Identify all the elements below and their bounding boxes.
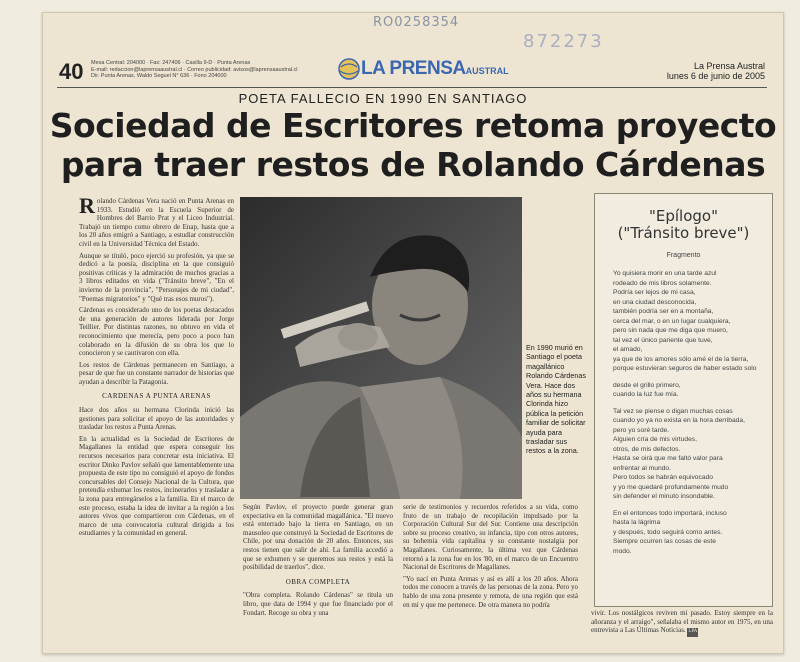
poem-line: enfrentar al mundo. [613,464,671,472]
contact-line-2: E-mail: redaccion@laprensaaustral.cl · Correo publicidad: avisos@laprensaaustral.cl [91,66,298,73]
header-rule [57,87,767,88]
col1-paragraph-6: En la actualidad es la Sociedad de Escritores de Magallanes la entidad que espera conseguir los recursos necesarios para concretar esta iniciativa. El escritor Dinko Pavlov señaló que lamentablemente una propuesta de este tipo no consiguió el apoyo de fondos concursables del Consejo Nacional de la Cultura, que pretendía exhumar los restos, incinerarlos y trasladar a la zona para entregárselos a la familia. En el marco de este proceso, estaba la idea de invitar a la región a los autores vivos que compartieron con Cárdenas, en el marco de una convocatoria cultural dirigida a los estudiantes y la comunidad en general. [79,434,234,538]
poem-line: tal vez el único pariente que tuve, [613,336,713,344]
poem-title-line-2: ("Tránsito breve") [617,224,750,242]
poem-line: en una ciudad desconocida, [613,298,697,306]
poem-sidebar [594,193,773,607]
col1-paragraph-3: Cárdenas es considerado uno de los poetas destacados de una generación de autores liderada por Jorge Teillier. Por distintas razones, no obtuvo en vida el reconocimiento que merecía, pero poco a poco han colaborado en la difusión de su obra los que lo conocieron y se cautivaron con ella. [79,306,234,358]
article-column-2 [243,503,393,643]
paper-name: La Prensa Austral [693,61,765,71]
dropcap: R [79,197,95,218]
poem-line: porque estuvieran seguros de haber estado solo [613,365,757,372]
page-number: 40 [59,59,84,84]
poem-line: hasta la lágrima [613,519,661,526]
poem-line: también podría ser en a montaña, [613,308,714,315]
dateline [593,61,765,81]
source-badge: LPA [687,628,698,637]
poem-line: y yo me quedaré profundamente mudo [613,483,729,491]
col2-paragraph-1: Según Pavlov, el proyecto puede generar gran expectativa en la comunidad magallánica. "El nuevo está enterrado bajo la tierra en Santiago, en un mausoleo que construyó la Sociedad de Escritores de Chile, por una donación de 20 años. Entonces, sus restos tienen que salir de ahí. La familia accedió a que se exhumen y se queremos sus restos y está la posibilidad de traerlos", dice. [243,503,393,572]
poem-line: Alguien cría de mis virtudes, [613,436,698,443]
headline-line-2: para traer restos de Rolando Cárdenas [60,145,766,184]
kicker: POETA FALLECIO EN 1990 EN SANTIAGO [238,91,528,106]
archive-code: RO0258354 [373,15,460,30]
poem-line: ya que de los amores sólo amé el de la tierra, [613,355,749,363]
newspaper-logo [337,54,509,84]
poem-line: cuando la luz fue mía. [613,391,679,398]
photo-caption: En 1990 murió en Santiago el poeta magallánico Rolando Cárdenas Vera. Hace dos años su hermana Clorinda hizo pública la petición familiar de solicitar ayuda para trasladar sus restos a la zona. [526,343,586,456]
poet-photo [240,197,522,499]
subhead-cardenas: CARDENAS A PUNTA ARENAS [102,392,211,401]
poem-subtitle: Fragmento [666,252,701,259]
col2-paragraph-2: "Obra completa. Rolando Cárdenas" se titula un libro, que data de 1994 y que fue financiado por el Fondart. Recoge su obra y una [243,591,393,617]
globe-icon [337,57,361,81]
contact-info [91,60,321,80]
col1-paragraph-5: Hace dos años su hermana Clorinda inició las gestiones para solicitar el apoyo de las autoridades y trasladar los restos a Punta Arenas. [79,406,234,432]
issue-date: lunes 6 de junio de 2005 [666,71,765,81]
col3-paragraph-2: "Yo nací en Punta Arenas y así es allí a los 20 años. Ahora todos me conocen a través de las personas de la zona. Pero yo hablo de una zona presente y remota, de una región que está en mí y que me pertenece. De otra manera no podría [403,574,578,609]
poem-line: pero yo soré tarde. [613,426,670,434]
poem-line: el amado, [613,346,643,353]
article-column-3 [403,503,578,643]
contact-line-1: Mesa Central: 204000 · Fax: 247406 · Casilla 9-D · Punta Arenas [91,60,251,66]
article-column-1 [79,197,234,645]
poem-line: pero sin nada que me diga que muero, [613,327,728,334]
poem-line: y después, todo seguirá como antes. [613,528,723,536]
archive-number: 872273 [523,31,604,52]
poem-line: cuando yo ya no exista en la hora derribada, [613,417,745,424]
poem-line: Tal vez se piense o digan muchas cosas [613,407,733,415]
article-column-4 [591,609,773,647]
poem-title-line-1: "Epílogo" [648,207,718,225]
col4-paragraph-1: vivir. Los nostálgicos reviven mi pasado. Estoy siempre en la añoranza y el arraigo", señalaba el mismo autor en 1975, en una entrevista a Las Últimas Noticias. [591,609,773,635]
poem-text [595,269,772,556]
contact-line-3: Dir. Punta Arenas, Waldo Seguel N° 636 · Fono 204000 [91,73,227,79]
poem-line: Hasta se oirá que me faltó valor para [613,455,723,462]
col3-paragraph-1: serie de testimonios y recuerdos referidos a su vida, como fruto de un trabajo de recopilación impulsado por la Corporación Cultural Sur del Sur. Contiene una descripción sobre su proceso creativo, su infancia, tipo con otros autores, su bohemia vida capitalina y su constante nostalgia por Magallanes. Curiosamente, la última vez que Cárdenas retornó a la zona fue en los '80, en el marco de un Encuentro Nacional de Escritores de Magallanes. [403,503,578,572]
subhead-obra-completa: OBRA COMPLETA [285,577,351,586]
poem-line: En el entonces todo importará, incluso [613,509,727,517]
headline-line-1: Sociedad de Escritores retoma proyecto [49,106,777,145]
poem-line: Siempre ocurren las cosas de este [613,538,716,545]
poem-line: modo. [613,547,632,555]
poem-line: desde el grillo primero, [613,381,681,389]
poem-line: Pero todos se habrán equivocado [613,474,714,481]
portrait-image [240,197,522,499]
poem-line: rodeado de mis libros solamente. [613,279,712,287]
newspaper-clipping [42,12,784,654]
poem-line: otros, de mis defectos. [613,445,681,453]
poem-line: sin defender el minuto insondable. [613,493,715,500]
poem-line: cerca del mar, o en un lugar cualquiera, [613,317,731,325]
poem-line: Podría ser lejos de mi casa, [613,289,696,296]
logo-main-text: LA PRENSA [361,58,466,79]
poem-line: Yo quisiera morir en una tarde azul [613,270,717,277]
col1-paragraph-2: Aunque se tituló, poco ejerció su profesión, ya que se dedicó a la poesía, disciplina en la que consiguió positivas críticas y la admiración de muchos gracias a 3 libros editados en vida ("Tránsito breve", "En el invierno de la provincia", "Personajes de mi ciudad", "Poemas migratorios" y "Qué tras esos muros"). [79,251,234,303]
col1-paragraph-4: Los restos de Cárdenas permanecen en Santiago, a pesar de que fue un constante narrador de historias que ayudan a describir la Patagonia. [79,360,234,386]
logo-suffix-text: AUSTRAL [465,66,509,76]
col1-paragraph-1: olando Cárdenas Vera nació en Punta Arenas en 1933. Estudió en la Escuela Superior de Hombres del Barrio Prat y el Liceo Industrial. Trabajó un tiempo como obrero de Enap, hasta que a los 20 años emigró a Santiago, a estudiar construcción civil en la Universidad Técnica del Estado. [79,197,234,248]
